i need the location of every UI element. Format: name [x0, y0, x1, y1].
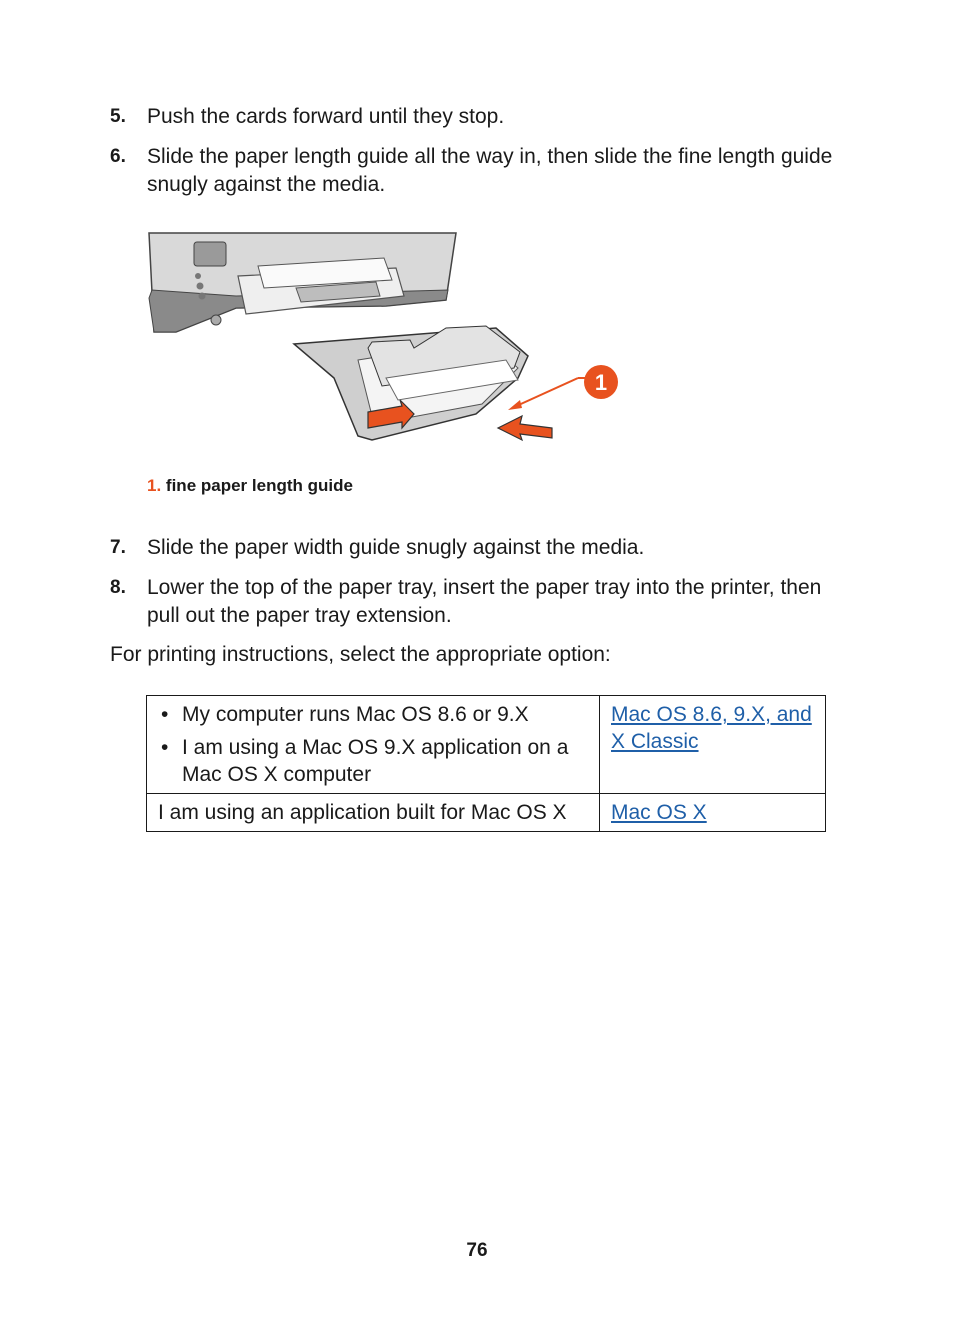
printer-paper-tray-illustration	[146, 228, 626, 450]
printer-tray-drawing	[146, 228, 626, 450]
step-text: Push the cards forward until they stop.	[147, 105, 505, 128]
step-text: Slide the paper width guide snugly against the media.	[147, 536, 645, 559]
step-number: 7.	[110, 537, 126, 558]
list-item	[158, 701, 588, 728]
bullet-text: My computer runs Mac OS 8.6 or 9.X	[182, 703, 529, 726]
mac-os-x-link[interactable]: Mac OS X	[611, 801, 707, 824]
options-table	[146, 695, 826, 832]
mac-os-classic-link[interactable]: Mac OS 8.6, 9.X, and X Classic	[611, 703, 812, 753]
link-cell	[600, 794, 826, 832]
caption-number: 1.	[147, 476, 162, 495]
options-cell: I am using an application built for Mac OS X	[147, 794, 600, 832]
bullet-icon: •	[161, 703, 169, 726]
step-number: 8.	[110, 577, 126, 598]
step-number: 5.	[110, 106, 126, 127]
options-cell	[147, 696, 600, 794]
list-item	[158, 734, 588, 788]
step-text: Slide the paper length guide all the way in, then slide the fine length guide snugly against the media.	[147, 145, 833, 196]
intro-text: For printing instructions, select the appropriate option:	[110, 643, 611, 666]
step-text: Lower the top of the paper tray, insert the paper tray into the printer, then pull out the paper tray extension.	[147, 576, 822, 627]
bullet-text: I am using a Mac OS 9.X application on a Mac OS X computer	[182, 736, 569, 786]
table-row	[147, 696, 826, 794]
caption-text: fine paper length guide	[165, 476, 353, 495]
figure-caption	[147, 476, 353, 496]
step-number: 6.	[110, 146, 126, 167]
link-cell	[600, 696, 826, 794]
page-number: 76	[466, 1240, 488, 1261]
bullet-icon: •	[161, 736, 169, 759]
callout-number: 1	[594, 370, 608, 395]
table-row	[147, 794, 826, 832]
